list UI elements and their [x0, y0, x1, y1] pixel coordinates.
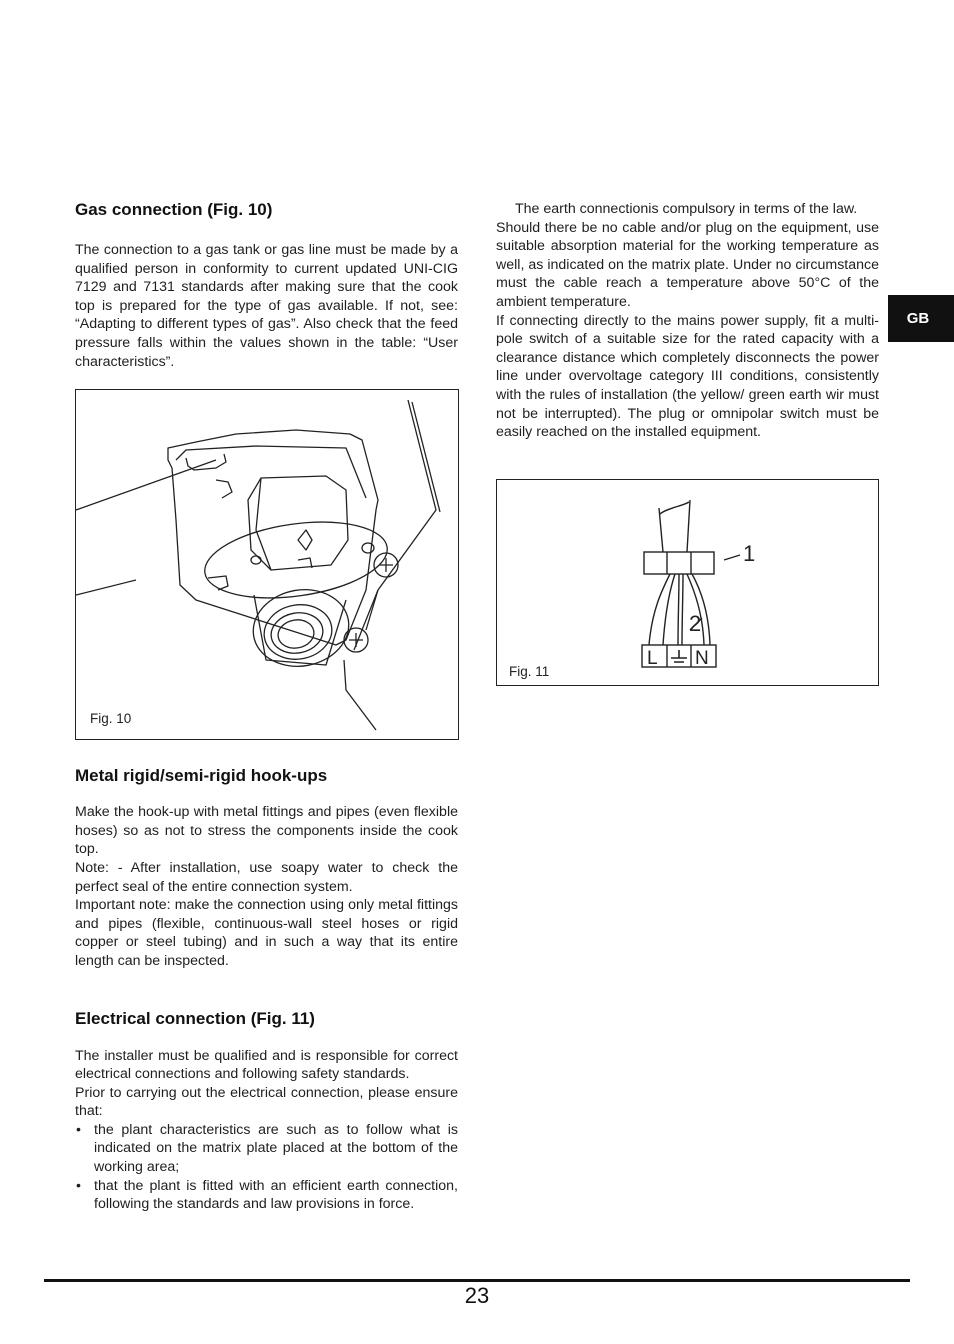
right-column [496, 200, 879, 686]
gas-connection-paragraph: The connection to a gas tank or gas line must be made by a qualified person in conformity to current updated UNI-CIG 7129 and 7131 standards after making sure that the cook top is prepared for the type of gas available. If not, see: “Adapting to different types of gas”. Also check that the feed pressure falls within the values shown in the table: “User characteristics”. [75, 242, 458, 370]
figure-10-label: Fig. 10 [90, 711, 132, 727]
figure-11-label: Fig. 11 [509, 663, 550, 679]
electrical-paragraph-2: Prior to carrying out the electrical connection, please ensure that: [75, 1084, 458, 1120]
figure-11 [496, 479, 879, 686]
bullet-item: • that the plant is fitted with an efficient earth connection, following the standards and law provisions in force. [75, 1177, 458, 1214]
metal-hookups-paragraph-1: Make the hook-up with metal fittings and pipes (even flexible hoses) so as not to stress the components inside the cook top. [75, 804, 458, 858]
footer-rule [44, 1279, 910, 1282]
metal-hookups-paragraph-2: Note: - After installation, use soapy water to check the perfect seal of the entire connection system. [75, 859, 458, 895]
left-column [75, 200, 458, 1214]
gas-connection-heading: Gas connection (Fig. 10) [75, 200, 273, 219]
metal-hookups-heading: Metal rigid/semi-rigid hook-ups [75, 766, 328, 786]
electrical-paragraph-1: The installer must be qualified and is responsible for correct electrical connections and following safety standards. [75, 1047, 458, 1083]
metal-hookups-paragraph-3: Important note: make the connection using only metal fittings and pipes (flexible, continuous-wall steel hoses or rigid copper or steel tubing) and in such a way that its entire length can be inspected. [75, 897, 458, 969]
callout-2: 2 [689, 610, 702, 636]
page-number: 23 [464, 1283, 490, 1308]
gas-fitting-illustration [76, 390, 458, 739]
figure-10 [75, 389, 459, 740]
mains-switch-paragraph: If connecting directly to the mains power supply, fit a multi-pole switch of a suitable size for the rated capacity with a clearance distance which completely disconnects the power line under overvoltage category III conditions, consistently with the rules of installation (the yellow/ green earth wir must not be interrupted). The plug or omnipolar switch must be easily reached on the installed equipment. [496, 312, 879, 441]
earth-compulsory-text: The earth connectionis compulsory in terms of the law. [515, 201, 858, 217]
terminal-l-label: L [647, 647, 658, 669]
wiring-diagram [497, 480, 878, 685]
cable-paragraph: Should there be no cable and/or plug on the equipment, use suitable absorption material for the working temperature as well, as indicated on the matrix plate. Under no circumstance must the cable reach a temperature above 50°C of the ambient temperature. [496, 219, 879, 310]
electrical-connection-heading: Electrical connection (Fig. 11) [75, 1008, 315, 1028]
callout-1: 1 [743, 540, 756, 566]
bullet-item: • the plant characteristics are such as to follow what is indicated on the matrix plate placed at the bottom of the working area; [75, 1121, 458, 1177]
electrical-bullet-list [75, 1121, 458, 1214]
language-tab: GB [888, 295, 954, 342]
terminal-n-label: N [695, 647, 709, 669]
